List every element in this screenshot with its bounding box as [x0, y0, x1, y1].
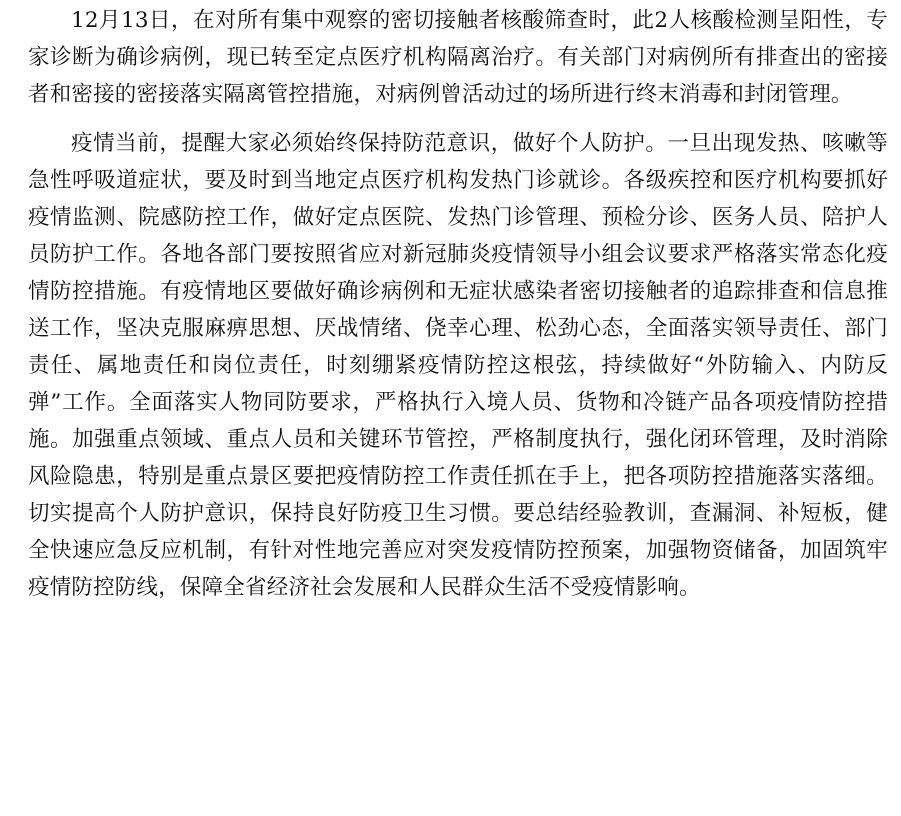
paragraph-prevention-guidance: 疫情当前，提醒大家必须始终保持防范意识，做好个人防护。一旦出现发热、咳嗽等急性呼吸道症状，要及时到当地定点医疗机构发热门诊就诊。各级疾控和医疗机构要抓好疫情监测、院感防控工作，做好定点医院、发热门诊管理、预检分诊、医务人员、陪护人员防护工作。各地各部门要按照省应对新冠肺炎疫情领导小组会议要求严格落实常态化疫情防控措施。有疫情地区要做好确诊病例和无症状感染者密切接触者的追踪排查和信息推送工作，坚决克服麻痹思想、厌战情绪、侥幸心理、松劲心态，全面落实领导责任、部门责任、属地责任和岗位责任，时刻绷紧疫情防控这根弦，持续做好“外防输入、内防反弹”工作。全面落实人物同防要求，严格执行入境人员、货物和冷链产品各项疫情防控措施。加强重点领域、重点人员和关键环节管控，严格制度执行，强化闭环管理，及时消除风险隐患，特别是重点景区要把疫情防控工作责任抓在手上，把各项防控措施落实落细。切实提高个人防护意识，保持良好防疫卫生习惯。要总结经验教训，查漏洞、补短板，健全快速应急反应机制，有针对性地完善应对突发疫情防控预案，加强物资储备，加固筑牢疫情防控防线，保障全省经济社会发展和人民群众生活不受疫情影响。	[28, 131, 888, 600]
paragraph-case-report: 12月13日，在对所有集中观察的密切接触者核酸筛查时，此2人核酸检测呈阳性，专家诊断为确诊病例，现已转至定点医疗机构隔离治疗。有关部门对病例所有排查出的密接者和密接的密接落实隔离管控措施，对病例曾活动过的场所进行终末消毒和封闭管理。	[28, 8, 888, 107]
document-body	[28, 0, 888, 606]
